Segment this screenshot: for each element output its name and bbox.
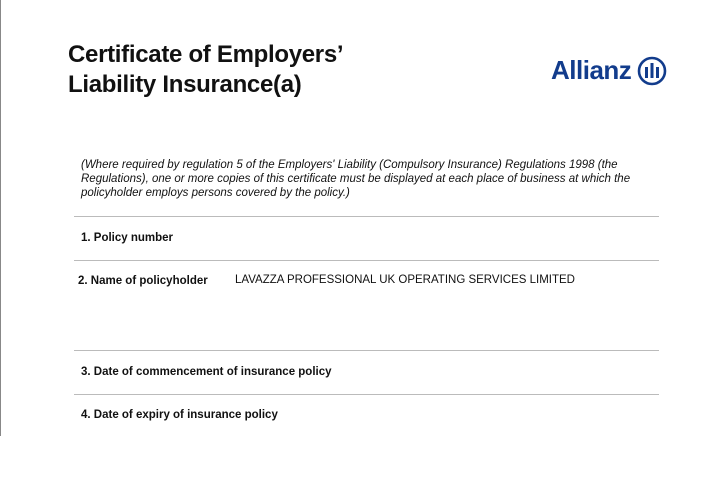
expiry-date-label: 4. Date of expiry of insurance policy: [81, 409, 278, 421]
title-line-2: Liability Insurance(a): [68, 71, 302, 98]
regulation-note: (Where required by regulation 5 of the Employers' Liability (Compulsory Insurance) Regulations 1998 (the Regulations), one or more copies of this certificate must be displayed at each place of business at which the policyholder employs persons covered by the policy.): [81, 159, 631, 199]
title-line-1: Certificate of Employers’: [68, 41, 344, 68]
certificate-title: [68, 40, 343, 100]
page-edge: [0, 0, 1, 436]
divider: [74, 260, 659, 261]
policyholder-value: LAVAZZA PROFESSIONAL UK OPERATING SERVICES LIMITED: [235, 274, 575, 286]
policy-number-label: 1. Policy number: [81, 232, 174, 244]
divider: [74, 394, 659, 395]
allianz-logo: [551, 55, 667, 86]
allianz-eagle-icon: [637, 56, 667, 86]
commencement-date-label: 3. Date of commencement of insurance policy: [81, 366, 332, 378]
divider: [74, 216, 659, 217]
logo-text: Allianz: [551, 55, 632, 85]
policyholder-label: 2. Name of policyholder: [78, 275, 208, 287]
divider: [74, 350, 659, 351]
